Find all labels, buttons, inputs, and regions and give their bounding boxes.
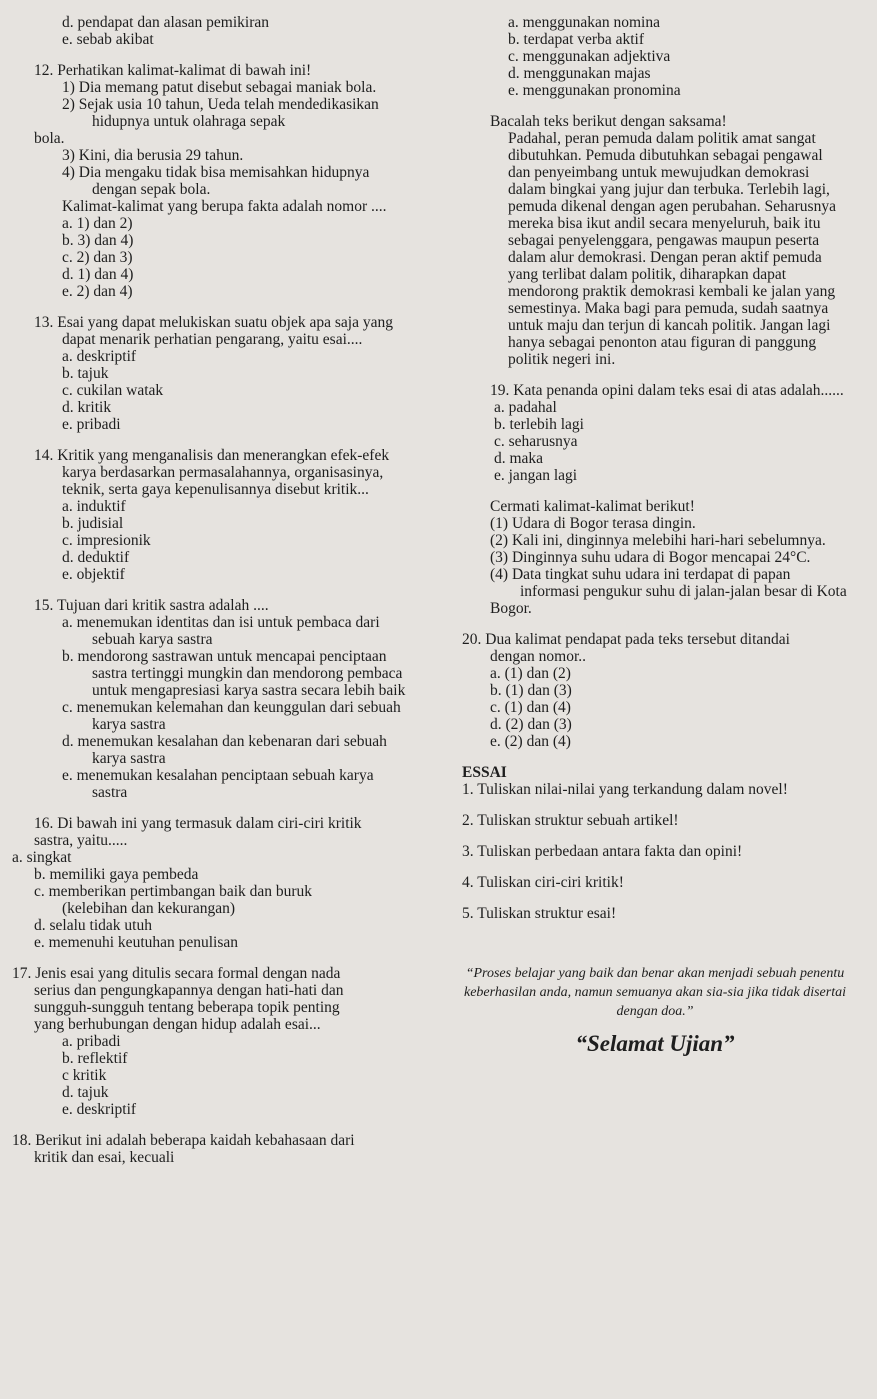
reading-passage-2: [440, 498, 870, 617]
question-18: [12, 1132, 462, 1166]
option-line: c kritik: [62, 1067, 107, 1084]
question-stem: 15. Tujuan dari kritik sastra adalah ....: [34, 597, 269, 614]
sentence-line: Bogor.: [490, 600, 532, 617]
essay-section: [440, 764, 870, 922]
quote-line: “Proses belajar yang baik dan benar akan menjadi sebuah penentu: [465, 966, 845, 981]
reading-passage-1: [440, 113, 870, 368]
option-line: e. pribadi: [62, 416, 121, 433]
essay-heading: ESSAI: [462, 764, 507, 781]
question-stem: 20. Dua kalimat pendapat pada teks tersebut ditandai: [462, 631, 790, 648]
quote-line: dengan doa.”: [616, 1004, 694, 1019]
option-line: sastra: [92, 784, 128, 801]
option-line: a. menggunakan nomina: [508, 14, 660, 31]
sentence-line: (1) Udara di Bogor terasa dingin.: [490, 515, 696, 532]
essay-item: 3. Tuliskan perbedaan antara fakta dan opini!: [462, 843, 743, 860]
option-line: c. cukilan watak: [62, 382, 164, 399]
question-stem: 19. Kata penanda opini dalam teks esai di atas adalah......: [490, 382, 844, 399]
passage-line: untuk maju dan terjun di kancah politik. Jangan lagi: [508, 317, 831, 334]
option-line: e. 2) dan 4): [62, 283, 133, 300]
option-line: a. menemukan identitas dan isi untuk pembaca dari: [62, 614, 380, 631]
passage-line: dibutuhkan. Pemuda dibutuhkan sebagai pengawal: [508, 147, 823, 164]
statement-line: bola.: [34, 130, 65, 147]
option-line: e. sebab akibat: [62, 31, 154, 48]
question-stem: 12. Perhatikan kalimat-kalimat di bawah ini!: [34, 62, 312, 79]
passage-line: dalam alur demokrasi. Dengan peran aktif pemuda: [508, 249, 822, 266]
option-line: a. 1) dan 2): [62, 215, 133, 232]
sentence-line: informasi pengukur suhu di jalan-jalan besar di Kota: [520, 583, 847, 600]
option-line: c. impresionik: [62, 532, 151, 549]
sentence-line: (2) Kali ini, dinginnya melebihi hari-hari sebelumnya.: [490, 532, 826, 549]
option-line: b. (1) dan (3): [490, 682, 572, 699]
option-line: karya sastra: [92, 750, 166, 767]
statement-line: dengan sepak bola.: [92, 181, 211, 198]
question-stem: serius dan pengungkapannya dengan hati-hati dan: [34, 982, 344, 999]
question-19: [440, 382, 870, 484]
question-stem: 16. Di bawah ini yang termasuk dalam ciri-ciri kritik: [34, 815, 362, 832]
option-line: b. terlebih lagi: [494, 416, 584, 433]
option-line: d. selalu tidak utuh: [34, 917, 152, 934]
option-line: c. menggunakan adjektiva: [508, 48, 671, 65]
passage-line: dalam bingkai yang jujur dan terbuka. Terlebih lagi,: [508, 181, 830, 198]
question-15: [12, 597, 462, 801]
option-line: b. tajuk: [62, 365, 109, 382]
passage-line: dan penyeimbang untuk mewujudkan demokrasi: [508, 164, 810, 181]
passage-line: hanya sebagai penonton atau figuran di panggung: [508, 334, 817, 351]
sentence-line: (4) Data tingkat suhu udara ini terdapat di papan: [490, 566, 791, 583]
option-line: e. menemukan kesalahan penciptaan sebuah karya: [62, 767, 374, 784]
passage-line: Padahal, peran pemuda dalam politik amat sangat: [508, 130, 816, 147]
option-line: e. menggunakan pronomina: [508, 82, 681, 99]
question-13: [12, 314, 462, 433]
option-line: a. (1) dan (2): [490, 665, 571, 682]
question-stem: 13. Esai yang dapat melukiskan suatu objek apa saja yang: [34, 314, 393, 331]
question-14: [12, 447, 462, 583]
essay-item: 5. Tuliskan struktur esai!: [462, 905, 617, 922]
question-stem: yang berhubungan dengan hidup adalah esai...: [34, 1016, 321, 1033]
option-line: e. jangan lagi: [494, 467, 578, 484]
option-line: d. 1) dan 4): [62, 266, 134, 283]
question-stem: dengan nomor..: [490, 648, 586, 665]
option-line: d. maka: [494, 450, 544, 467]
passage-line: sebagai penyelenggara, pengawas maupun peserta: [508, 232, 820, 249]
reading-intro: Cermati kalimat-kalimat berikut!: [490, 498, 695, 515]
option-line: b. 3) dan 4): [62, 232, 134, 249]
question-text: Kalimat-kalimat yang berupa fakta adalah nomor ....: [62, 198, 387, 215]
statement-line: hidupnya untuk olahraga sepak: [92, 113, 286, 130]
essay-item: 4. Tuliskan ciri-ciri kritik!: [462, 874, 624, 891]
option-line: a. singkat: [12, 849, 72, 866]
option-line: e. objektif: [62, 566, 125, 583]
question-stem: dapat menarik perhatian pengarang, yaitu esai....: [62, 331, 363, 348]
option-line: c. menemukan kelemahan dan keunggulan dari sebuah: [62, 699, 401, 716]
option-line: d. menggunakan majas: [508, 65, 651, 82]
reading-intro: Bacalah teks berikut dengan saksama!: [490, 113, 727, 130]
passage-line: semestinya. Maka bagi para pemuda, sudah saatnya: [508, 300, 829, 317]
question-stem: sastra, yaitu.....: [34, 832, 128, 849]
question-stem: 18. Berikut ini adalah beberapa kaidah kebahasaan dari: [12, 1132, 355, 1149]
sentence-line: (3) Dinginnya suhu udara di Bogor mencapai 24°C.: [490, 549, 811, 566]
option-line: d. pendapat dan alasan pemikiran: [62, 14, 270, 31]
option-line: b. mendorong sastrawan untuk mencapai penciptaan: [62, 648, 387, 665]
question-stem: teknik, serta gaya kepenulisannya disebut kritik...: [62, 481, 369, 498]
option-line: d. kritik: [62, 399, 112, 416]
option-line: c. memberikan pertimbangan baik dan buruk: [34, 883, 313, 900]
passage-line: pemuda dikenal dengan agen perubahan. Seharusnya: [508, 198, 836, 215]
statement-line: 4) Dia mengaku tidak bisa memisahkan hidupnya: [62, 164, 370, 181]
question-stem: kritik dan esai, kecuali: [34, 1149, 175, 1166]
option-line: e. (2) dan (4): [490, 733, 571, 750]
option-line: a. deskriptif: [62, 348, 137, 365]
option-line: (kelebihan dan kekurangan): [62, 900, 236, 917]
statement-line: 3) Kini, dia berusia 29 tahun.: [62, 147, 244, 164]
passage-line: mendorong praktik demokrasi kembali ke jalan yang: [508, 283, 836, 300]
quote-line: keberhasilan anda, namun semuanya akan sia-sia jika tidak disertai: [464, 985, 846, 1000]
question-20: [440, 631, 870, 750]
closing-greeting: “Selamat Ujian”: [575, 1031, 735, 1056]
option-line: d. deduktif: [62, 549, 130, 566]
option-line: untuk mengapresiasi karya sastra secara lebih baik: [92, 682, 406, 699]
option-line: b. terdapat verba aktif: [508, 31, 644, 48]
statement-line: 1) Dia memang patut disebut sebagai maniak bola.: [62, 79, 377, 96]
option-line: karya sastra: [92, 716, 166, 733]
option-line: d. menemukan kesalahan dan kebenaran dari sebuah: [62, 733, 387, 750]
option-line: c. (1) dan (4): [490, 699, 571, 716]
question-stem: 17. Jenis esai yang ditulis secara formal dengan nada: [12, 965, 341, 982]
question-stem: sungguh-sungguh tentang beberapa topik penting: [34, 999, 340, 1016]
essay-item: 1. Tuliskan nilai-nilai yang terkandung dalam novel!: [462, 781, 788, 798]
right-column: [440, 14, 870, 1057]
essay-item: 2. Tuliskan struktur sebuah artikel!: [462, 812, 679, 829]
option-line: d. tajuk: [62, 1084, 109, 1101]
option-line: a. induktif: [62, 498, 126, 515]
statement-line: 2) Sejak usia 10 tahun, Ueda telah mendedikasikan: [62, 96, 379, 113]
option-line: c. seharusnya: [494, 433, 578, 450]
option-line: sastra tertinggi mungkin dan mendorong pembaca: [92, 665, 403, 682]
question-12: [12, 62, 462, 300]
motivational-quote: [440, 964, 870, 1021]
option-line: d. (2) dan (3): [490, 716, 572, 733]
passage-line: politik negeri ini.: [508, 351, 616, 368]
question-16: [12, 815, 462, 951]
option-line: b. judisial: [62, 515, 124, 532]
option-line: a. pribadi: [62, 1033, 121, 1050]
question-stem: karya berdasarkan permasalahannya, organisasinya,: [62, 464, 384, 481]
question-stem: 14. Kritik yang menganalisis dan menerangkan efek-efek: [34, 447, 390, 464]
option-line: a. padahal: [494, 399, 557, 416]
passage-line: mereka bisa ikut andil secara menyeluruh, baik itu: [508, 215, 821, 232]
option-line: b. memiliki gaya pembeda: [34, 866, 199, 883]
option-line: e. deskriptif: [62, 1101, 137, 1118]
passage-line: yang terlibat dalam politik, diharapkan dapat: [508, 266, 787, 283]
left-column: [12, 14, 462, 1166]
option-line: c. 2) dan 3): [62, 249, 133, 266]
option-line: sebuah karya sastra: [92, 631, 213, 648]
question-17: [12, 965, 462, 1118]
option-line: e. memenuhi keutuhan penulisan: [34, 934, 239, 951]
option-line: b. reflektif: [62, 1050, 128, 1067]
